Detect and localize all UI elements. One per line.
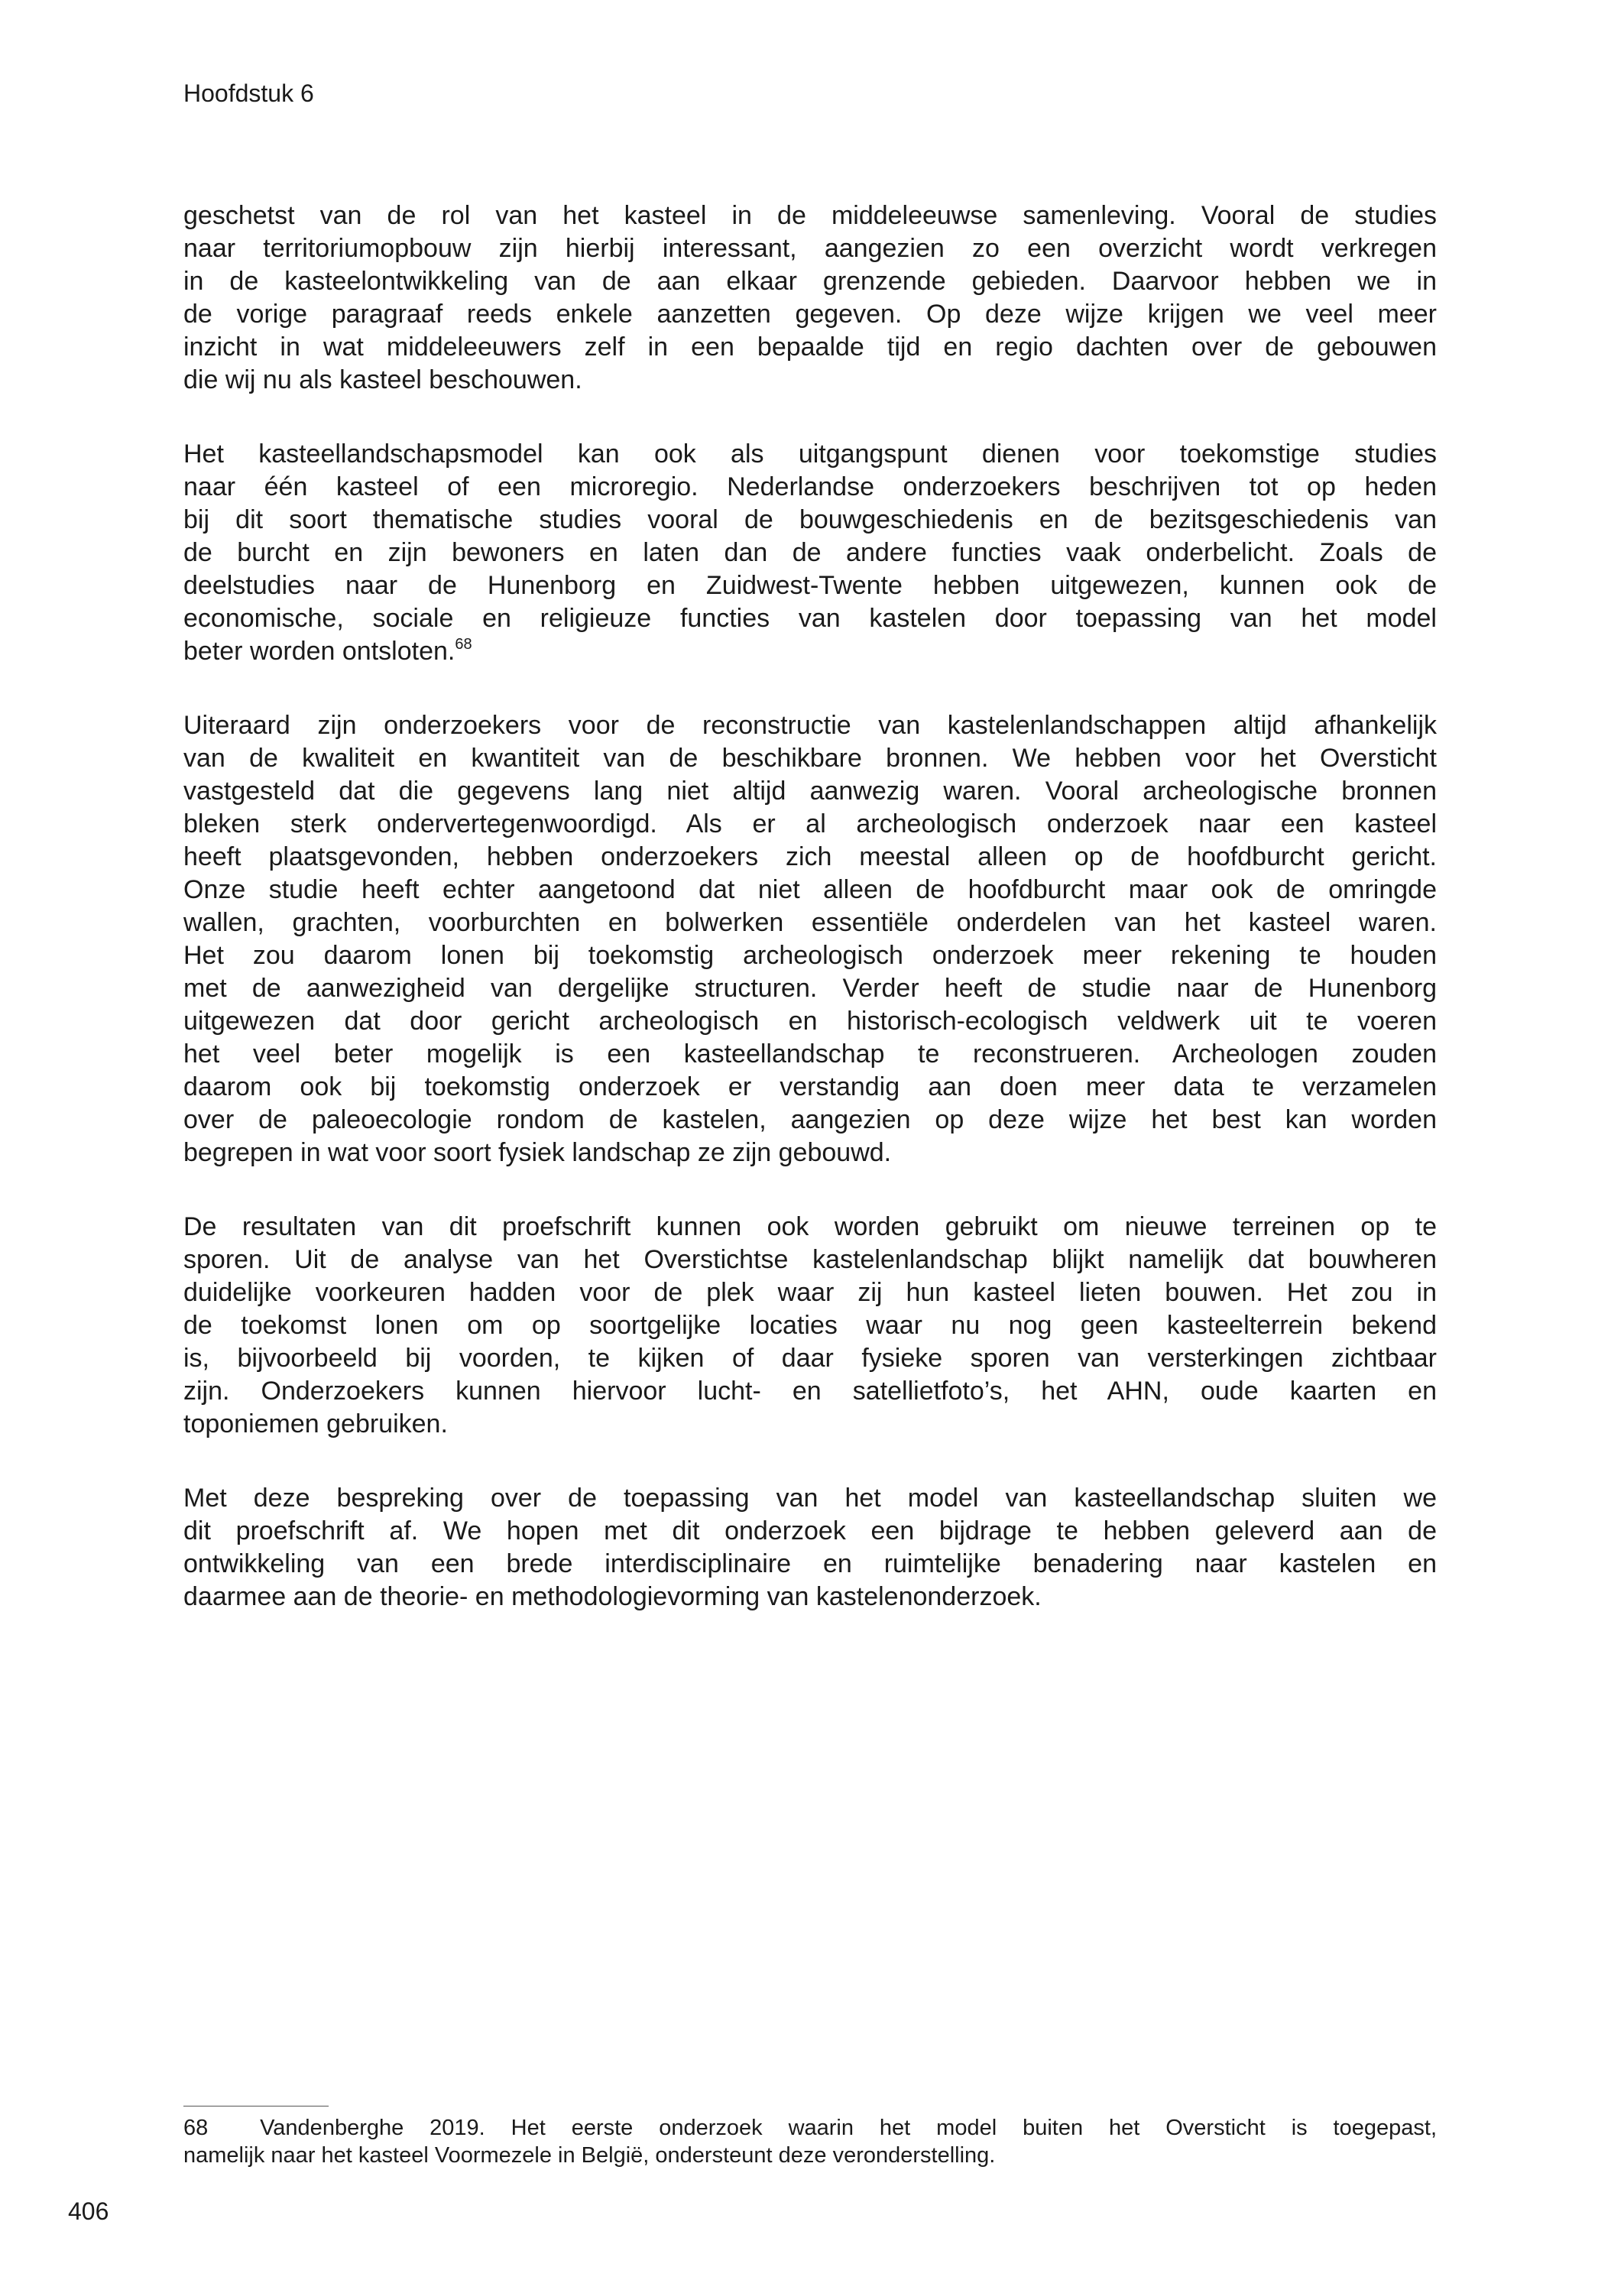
footnote-reference[interactable]: 68 [455,636,472,653]
text-line: ontwikkeling van een brede interdisciplinaire en ruimtelijke benadering naar kastelen en [183,1549,1437,1578]
text-line: naar territoriumopbouw zijn hierbij interessant, aangezien zo een overzicht wordt verkregen [183,234,1437,263]
body-text [183,199,1437,1655]
text-line: deelstudies naar de Hunenborg en Zuidwest-Twente hebben uitgewezen, kunnen ook de [183,571,1437,600]
text-line: daarom ook bij toekomstig onderzoek er verstandig aan doen meer data te verzamelen [183,1072,1437,1101]
text-line: de vorige paragraaf reeds enkele aanzetten gegeven. Op deze wijze krijgen we veel meer [183,300,1437,329]
footnote-line [183,2142,1437,2169]
text-line: daarmee aan de theorie- en methodologievorming van kastelenonderzoek. [183,1582,1042,1611]
text-line: begrepen in wat voor soort fysiek landschap ze zijn gebouwd. [183,1138,892,1167]
paragraph [183,438,1437,668]
footnote-line [183,2114,1437,2142]
text-line: beter worden ontsloten.$^{68}$ [183,636,472,666]
paragraph [183,199,1437,397]
text-line: Het zou daarom lonen bij toekomstig archeologisch onderzoek meer rekening te houden [183,941,1437,970]
text-line: vastgesteld dat die gegevens lang niet altijd aanwezig waren. Vooral archeologische bronnen [183,777,1437,806]
text-line: wallen, grachten, voorburchten en bolwerken essentiële onderdelen van het kasteel waren. [183,908,1437,937]
text-line: duidelijke voorkeuren hadden voor de plek waar zij hun kasteel lieten bouwen. Het zou in [183,1278,1437,1307]
text-line: inzicht in wat middeleeuwers zelf in een bepaalde tijd en regio dachten over de gebouwen [183,332,1437,362]
text-line: zijn. Onderzoekers kunnen hiervoor lucht- en satellietfoto’s, het AHN, oude kaarten en [183,1377,1437,1406]
text-line: De resultaten van dit proefschrift kunnen ook worden gebruikt om nieuwe terreinen op te [183,1212,1437,1241]
text-line: heeft plaatsgevonden, hebben onderzoekers zich meestal alleen op de hoofdburcht gericht. [183,842,1437,871]
footnote-number: 68 [183,2116,261,2140]
text-line: is, bijvoorbeeld bij voorden, te kijken of daar fysieke sporen van versterkingen zichtbaar [183,1344,1437,1373]
text-line: Onze studie heeft echter aangetoond dat niet alleen de hoofdburcht maar ook de omringde [183,875,1437,904]
text-line: Het kasteellandschapsmodel kan ook als uitgangspunt dienen voor toekomstige studies [183,439,1437,469]
footnote-divider [183,2106,329,2107]
page-number: 406 [68,2197,109,2225]
text-line: van de kwaliteit en kwantiteit van de beschikbare bronnen. We hebben voor het Oversticht [183,744,1437,773]
footnote-text: Vandenberghe 2019. Het eerste onderzoek waarin het model buiten het Oversticht is toegepast, [260,2116,1438,2140]
text-line: de burcht en zijn bewoners en laten dan de andere functies vaak onderbelicht. Zoals de [183,538,1437,567]
text-line: Uiteraard zijn onderzoekers voor de reconstructie van kastelenlandschappen altijd afhankelijk [183,711,1437,740]
footnote-text: namelijk naar het kasteel Voormezele in België, ondersteunt deze veronderstelling. [183,2143,996,2168]
running-head: Hoofdstuk 6 [183,79,314,107]
text-line: naar één kasteel of een microregio. Nederlandse onderzoekers beschrijven tot op heden [183,472,1437,501]
paragraph [183,1482,1437,1614]
text-line: Met deze bespreking over de toepassing van het model van kasteellandschap sluiten we [183,1484,1437,1513]
footnote [183,2114,1437,2169]
text-line: economische, sociale en religieuze functies van kastelen door toepassing van het model [183,604,1437,633]
text-line: met de aanwezigheid van dergelijke structuren. Verder heeft de studie naar de Hunenborg [183,974,1437,1003]
text-line: over de paleoecologie rondom de kastelen, aangezien op deze wijze het best kan worden [183,1105,1437,1134]
paragraph [183,709,1437,1169]
text-line: de toekomst lonen om op soortgelijke locaties waar nu nog geen kasteelterrein bekend [183,1311,1437,1340]
text-line: bij dit soort thematische studies vooral de bouwgeschiedenis en de bezitsgeschiedenis van [183,505,1437,534]
text-line: het veel beter mogelijk is een kasteellandschap te reconstrueren. Archeologen zouden [183,1039,1437,1069]
text-line: dit proefschrift af. We hopen met dit onderzoek een bijdrage te hebben geleverd aan de [183,1516,1437,1545]
text-line: geschetst van de rol van het kasteel in de middeleeuwse samenleving. Vooral de studies [183,201,1437,230]
text-line: die wij nu als kasteel beschouwen. [183,365,582,394]
text-line: in de kasteelontwikkeling van de aan elkaar grenzende gebieden. Daarvoor hebben we in [183,267,1437,296]
text-line: uitgewezen dat door gericht archeologisch en historisch-ecologisch veldwerk uit te voeren [183,1007,1437,1036]
text-line: bleken sterk ondervertegenwoordigd. Als er al archeologisch onderzoek naar een kasteel [183,809,1437,838]
text-line: toponiemen gebruiken. [183,1409,448,1438]
paragraph [183,1211,1437,1441]
text-line: sporen. Uit de analyse van het Overstichtse kastelenlandschap blijkt namelijk dat bouwheren [183,1245,1437,1274]
